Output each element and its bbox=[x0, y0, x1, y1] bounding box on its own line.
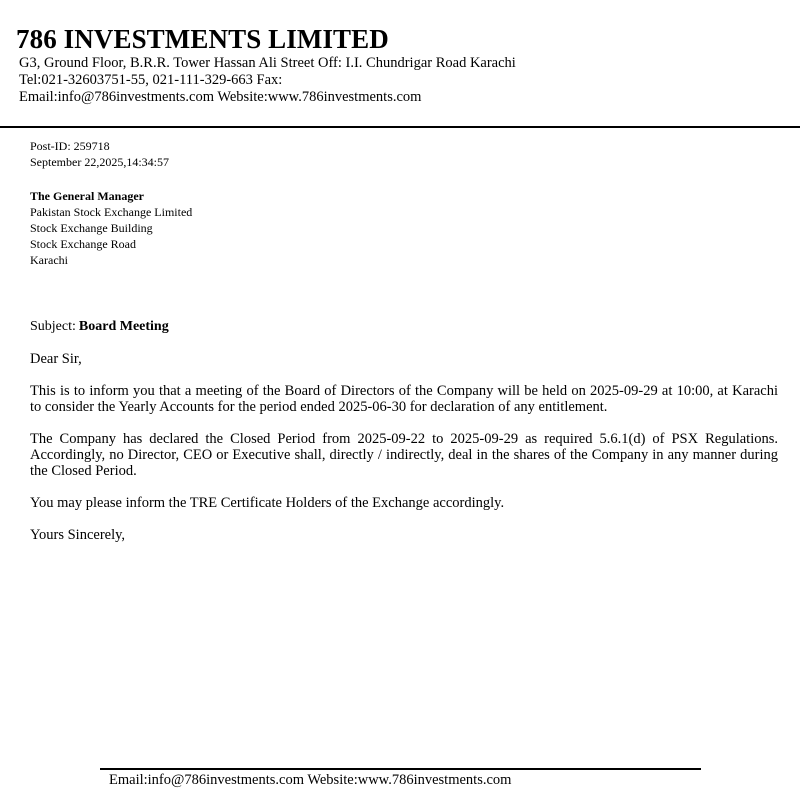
footer-divider bbox=[100, 768, 701, 770]
letter-paragraph: This is to inform you that a meeting of the Board of Directors of the Company will be held on 2025-09-29 at 10:00, at Karachi to consider the Yearly Accounts for the period ended 2025-06-30 for declaration of any entitlement. bbox=[30, 383, 778, 415]
company-address: G3, Ground Floor, B.R.R. Tower Hassan Ali Street Off: I.I. Chundrigar Road Karachi bbox=[19, 55, 516, 71]
post-id: Post-ID: 259718 bbox=[30, 139, 110, 153]
company-phone-fax: Tel:021-32603751-55, 021-111-329-663 Fax: bbox=[19, 72, 283, 88]
company-email-website: Email:info@786investments.com Website:www.786investments.com bbox=[19, 89, 422, 105]
recipient-building: Stock Exchange Building bbox=[30, 221, 153, 235]
recipient-title: The General Manager bbox=[30, 189, 144, 203]
subject-value: Board Meeting bbox=[78, 319, 169, 334]
header-divider bbox=[0, 126, 800, 128]
recipient-city: Karachi bbox=[30, 253, 68, 267]
footer-contact: Email:info@786investments.com Website:www.786investments.com bbox=[109, 772, 512, 788]
company-name: 786 INVESTMENTS LIMITED bbox=[16, 24, 389, 54]
subject-line bbox=[30, 319, 169, 335]
letter-paragraph: The Company has declared the Closed Period from 2025-09-22 to 2025-09-29 as required 5.6.1(d) of PSX Regulations. Accordingly, no Director, CEO or Executive shall, directly / indirectly, deal in the shares of the Company in any manner during the Closed Period. bbox=[30, 431, 778, 479]
recipient-organization: Pakistan Stock Exchange Limited bbox=[30, 205, 193, 219]
closing: Yours Sincerely, bbox=[30, 527, 126, 543]
post-date: September 22,2025,14:34:57 bbox=[30, 155, 169, 169]
salutation: Dear Sir, bbox=[30, 351, 82, 367]
subject-label: Subject: bbox=[30, 319, 76, 334]
recipient-street: Stock Exchange Road bbox=[30, 237, 136, 251]
letter-paragraph: You may please inform the TRE Certificate Holders of the Exchange accordingly. bbox=[30, 495, 505, 511]
